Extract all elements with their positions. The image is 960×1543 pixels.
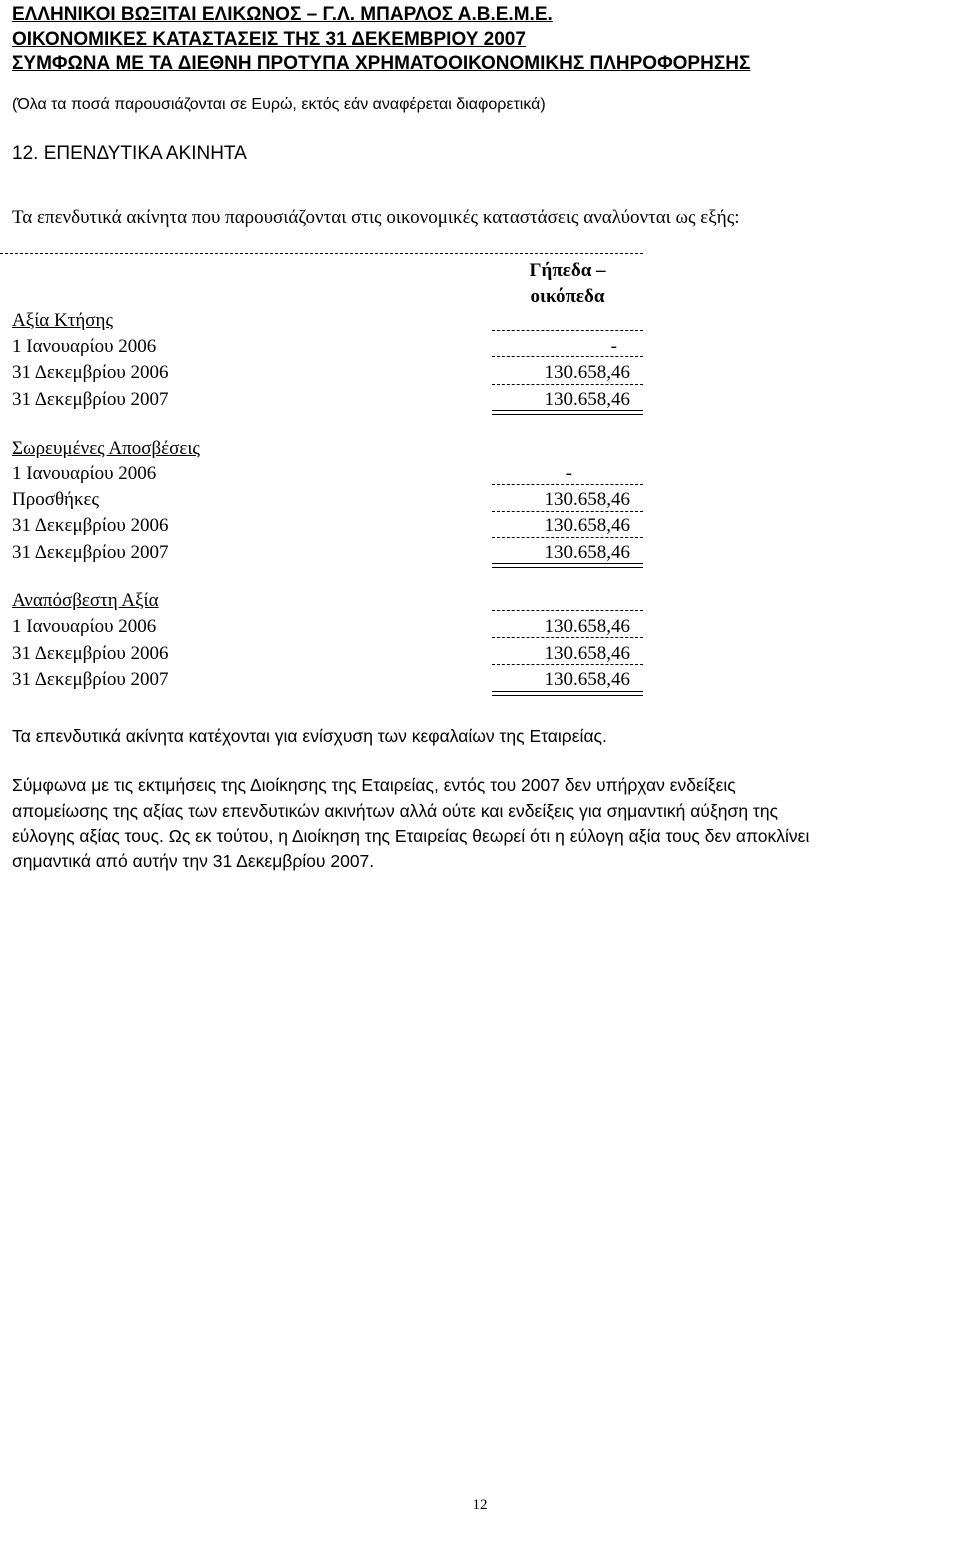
row-value: 130.658,46 [544,389,630,410]
row-label: 31 Δεκεμβρίου 2006 [12,515,169,536]
statements-title: ΟΙΚΟΝΟΜΙΚΕΣ ΚΑΤΑΣΤΑΣΕΙΣ ΤΗΣ 31 ΔΕΚΕΜΒΡΙΟΥ 2007 [12,29,526,50]
rule [492,664,643,665]
rule [492,637,643,638]
row-label: Προσθήκες [12,489,100,510]
row-value: 130.658,46 [544,669,630,690]
row-value: 130.658,46 [544,362,630,383]
group-heading-net-value: Αναπόσβεστη Αξία [12,590,159,611]
group-heading-acquisition: Αξία Κτήσης [12,310,114,331]
rule [492,537,643,538]
row-value: 130.658,46 [544,616,630,637]
note-purpose: Τα επενδυτικά ακίνητα κατέχονται για ενίσχυση των κεφαλαίων της Εταιρείας. [12,726,607,746]
row-label: 31 Δεκεμβρίου 2007 [12,669,169,690]
row-value: 130.658,46 [544,643,630,664]
row-value: 130.658,46 [544,515,630,536]
note-impairment-line: Σύμφωνα με τις εκτιμήσεις της Διοίκησης της Εταιρείας, εντός του 2007 δεν υπήρχαν ενδείξεις [12,775,736,795]
row-label: 1 Ιανουαρίου 2006 [12,616,157,637]
row-value: - [565,463,572,484]
double-rule [492,410,643,415]
section-title: 12. ΕΠΕΝΔΥΤΙΚΑ ΑΚΙΝΗΤΑ [12,143,247,164]
rule [492,356,643,357]
group-heading-depreciation: Σωρευμένες Αποσβέσεις [12,438,200,459]
row-label: 1 Ιανουαρίου 2006 [12,463,157,484]
table-top-rule [0,253,643,254]
column-header-line1: Γήπεδα – [529,260,606,281]
note-impairment-line: σημαντικά από αυτήν την 31 Δεκεμβρίου 2007. [12,851,375,871]
row-value: 130.658,46 [544,489,630,510]
section-intro: Τα επενδυτικά ακίνητα που παρουσιάζονται στις οικονομικές καταστάσεις αναλύονται ως εξής: [12,207,740,228]
note-impairment-line: απομείωσης της αξίας των επενδυτικών ακινήτων αλλά ούτε και ενδείξεις για σημαντική αύξηση της [12,801,779,821]
rule [492,610,643,611]
rule [492,484,643,485]
note-impairment-line: εύλογης αξίας τους. Ως εκ τούτου, η Διοίκηση της Εταιρείας θεωρεί ότι η εύλογη αξία τους δεν αποκλίνει [12,826,810,846]
row-value: 130.658,46 [544,542,630,563]
row-label: 31 Δεκεμβρίου 2006 [12,362,169,383]
currency-note: (Όλα τα ποσά παρουσιάζονται σε Ευρώ, εκτός εάν αναφέρεται διαφορετικά) [12,96,546,113]
rule [492,330,643,331]
company-title: ΕΛΛΗΝΙΚΟΙ ΒΩΞΙΤΑΙ ΕΛΙΚΩΝΟΣ – Γ.Λ. ΜΠΑΡΛΟΣ Α.Β.Ε.Μ.Ε. [12,4,553,25]
page-number: 12 [472,1497,488,1513]
row-label: 1 Ιανουαρίου 2006 [12,336,157,357]
standards-title: ΣΥΜΦΩΝΑ ΜΕ ΤΑ ΔΙΕΘΝΗ ΠΡΟΤΥΠΑ ΧΡΗΜΑΤΟΟΙΚΟΝΟΜΙΚΗΣ ΠΛΗΡΟΦΟΡΗΣΗΣ [12,53,751,74]
rule [492,511,643,512]
row-label: 31 Δεκεμβρίου 2007 [12,389,169,410]
row-label: 31 Δεκεμβρίου 2006 [12,643,169,664]
row-label: 31 Δεκεμβρίου 2007 [12,542,169,563]
column-header-line2: οικόπεδα [530,286,605,307]
double-rule [492,563,643,568]
rule [492,384,643,385]
row-value: - [610,336,617,357]
double-rule [492,691,643,696]
